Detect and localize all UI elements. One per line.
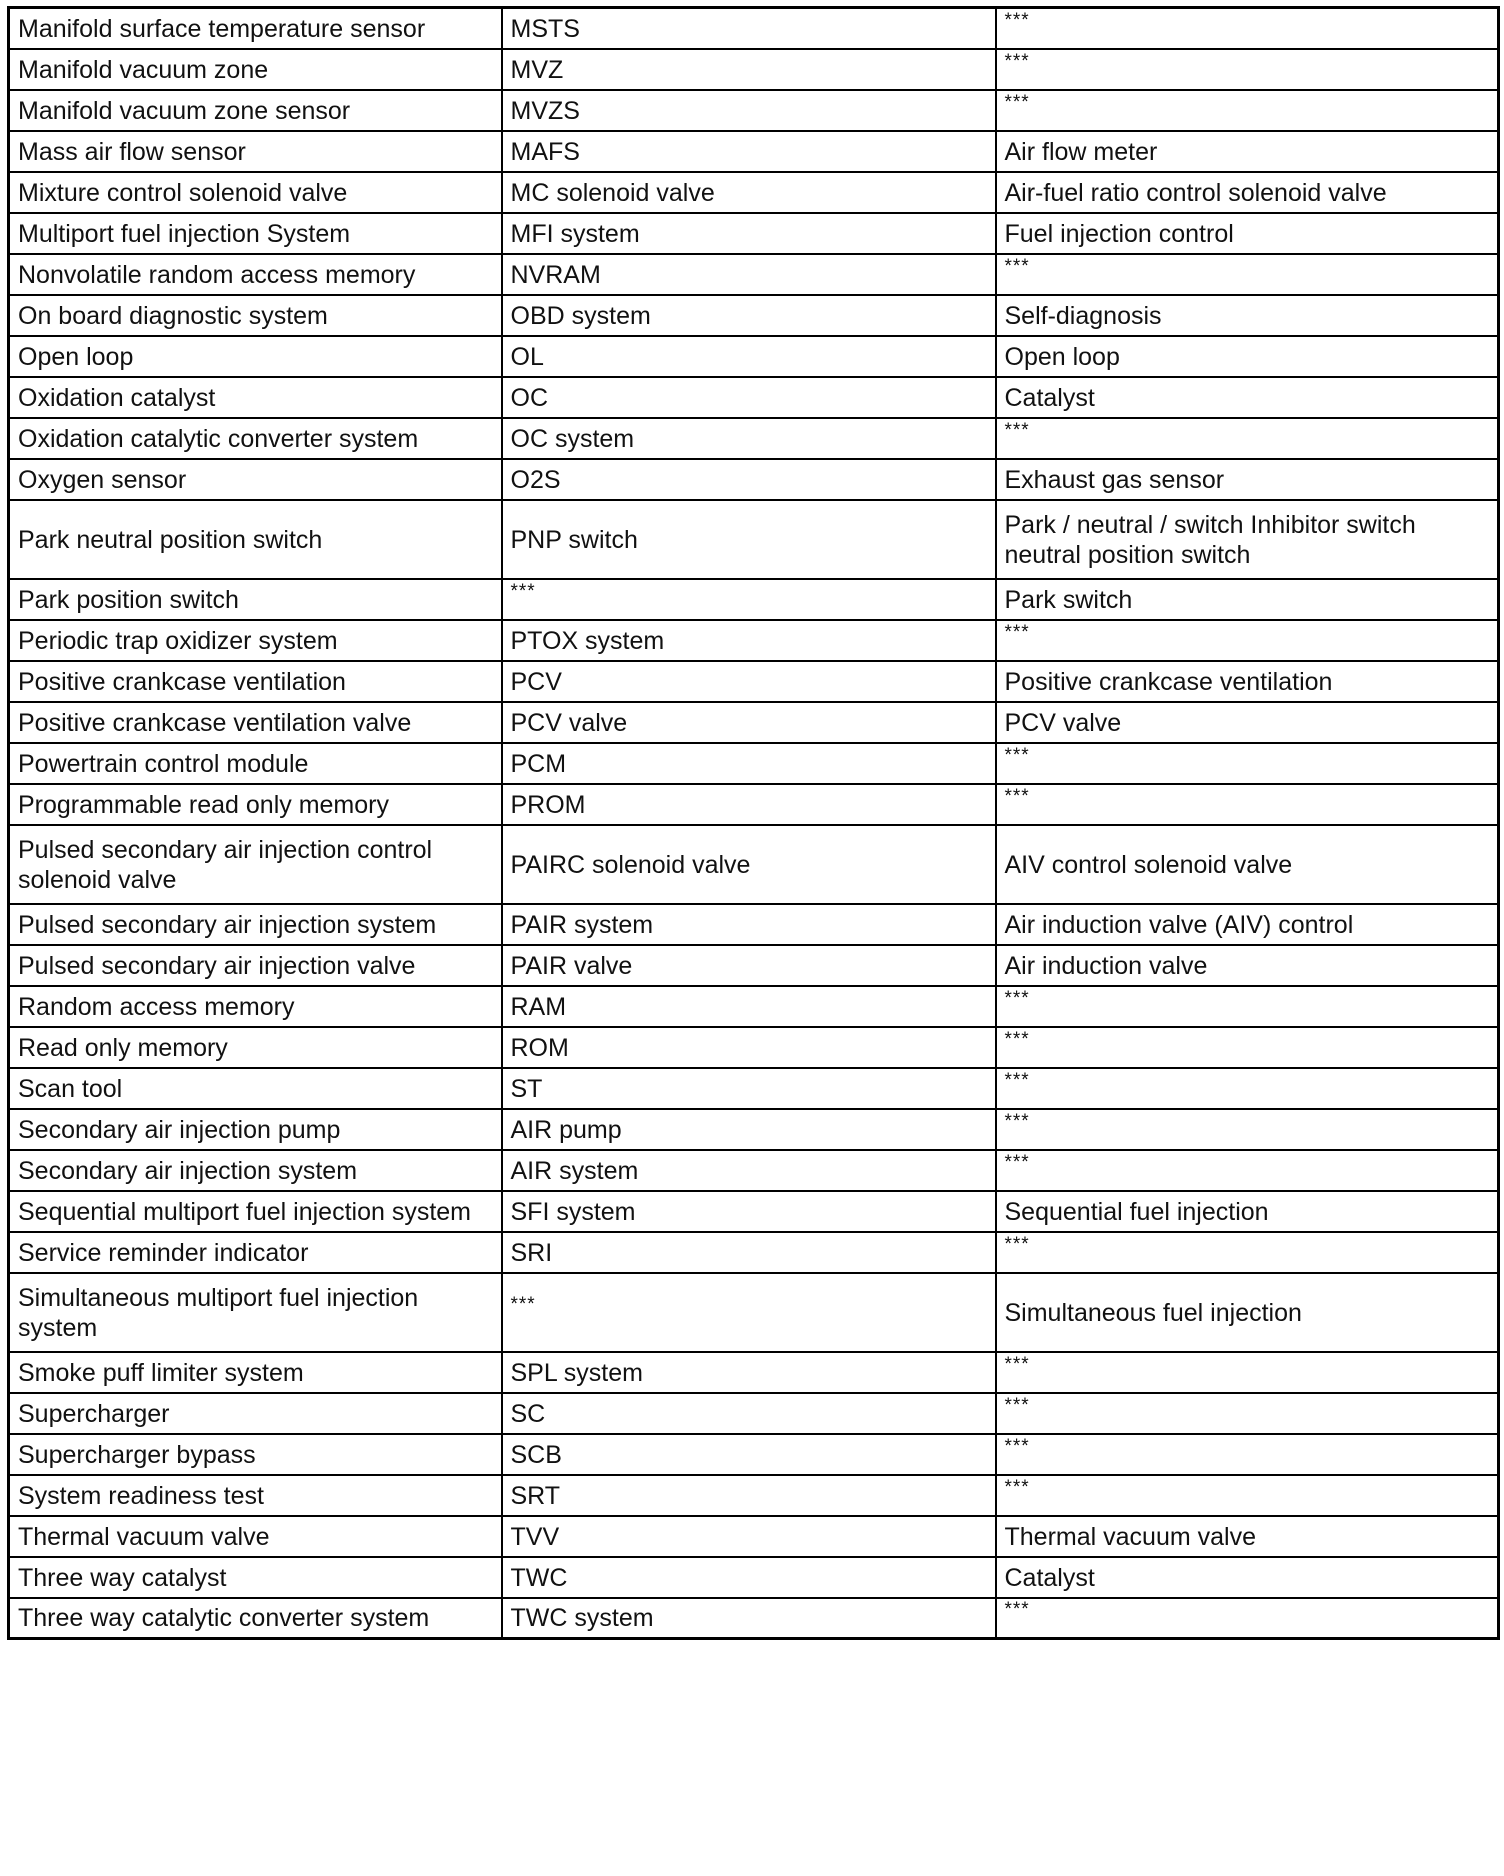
term-cell xyxy=(9,661,502,702)
table-row xyxy=(9,1232,1499,1273)
alternate-term-cell-text: *** xyxy=(1004,1028,1030,1050)
abbreviation-cell xyxy=(502,336,996,377)
term-cell xyxy=(9,620,502,661)
term-cell-text: Programmable read only memory xyxy=(18,790,389,819)
abbreviation-cell xyxy=(502,295,996,336)
alternate-term-cell xyxy=(996,1598,1499,1639)
abbreviation-cell-text: PCM xyxy=(510,749,567,778)
alternate-term-cell xyxy=(996,743,1499,784)
table-row xyxy=(9,1150,1499,1191)
table-row xyxy=(9,418,1499,459)
term-cell-text: Nonvolatile random access memory xyxy=(18,260,416,289)
terminology-table-container xyxy=(7,6,1497,1640)
table-row xyxy=(9,825,1499,904)
alternate-term-cell-text: *** xyxy=(1004,1151,1030,1173)
alternate-term-cell-text: *** xyxy=(1004,785,1030,807)
term-cell-text: Scan tool xyxy=(18,1074,123,1103)
term-cell-text: On board diagnostic system xyxy=(18,301,328,330)
abbreviation-cell xyxy=(502,1475,996,1516)
alternate-term-cell-text: *** xyxy=(1004,1110,1030,1132)
alternate-term-cell-text: *** xyxy=(1004,9,1030,31)
alternate-term-cell-text: PCV valve xyxy=(1004,708,1122,737)
term-cell-text: Sequential multiport fuel injection system xyxy=(18,1197,472,1226)
alternate-term-cell xyxy=(996,1273,1499,1352)
abbreviation-cell xyxy=(502,1557,996,1598)
abbreviation-cell-text: PAIRC solenoid valve xyxy=(510,850,751,879)
term-cell-text: Smoke puff limiter system xyxy=(18,1358,304,1387)
term-cell xyxy=(9,213,502,254)
table-row xyxy=(9,702,1499,743)
table-row xyxy=(9,459,1499,500)
term-cell-text: Pulsed secondary air injection control solenoid valve xyxy=(18,835,433,894)
abbreviation-cell-text: PAIR system xyxy=(510,910,654,939)
abbreviation-cell-text: OBD system xyxy=(510,301,651,330)
abbreviation-cell-text: OL xyxy=(510,342,544,371)
abbreviation-cell xyxy=(502,620,996,661)
abbreviation-cell xyxy=(502,904,996,945)
alternate-term-cell xyxy=(996,1068,1499,1109)
alternate-term-cell xyxy=(996,825,1499,904)
term-cell xyxy=(9,49,502,90)
alternate-term-cell-text: *** xyxy=(1004,1353,1030,1375)
abbreviation-cell xyxy=(502,500,996,579)
abbreviation-cell xyxy=(502,1027,996,1068)
alternate-term-cell-text: *** xyxy=(1004,744,1030,766)
term-cell xyxy=(9,295,502,336)
table-row xyxy=(9,1109,1499,1150)
table-row xyxy=(9,1191,1499,1232)
term-cell xyxy=(9,1273,502,1352)
alternate-term-cell xyxy=(996,1434,1499,1475)
term-cell-text: Periodic trap oxidizer system xyxy=(18,626,338,655)
alternate-term-cell xyxy=(996,1027,1499,1068)
alternate-term-cell-text: Fuel injection control xyxy=(1004,219,1234,248)
table-row xyxy=(9,784,1499,825)
alternate-term-cell xyxy=(996,661,1499,702)
term-cell xyxy=(9,1557,502,1598)
abbreviation-cell xyxy=(502,172,996,213)
table-row xyxy=(9,945,1499,986)
term-cell xyxy=(9,1150,502,1191)
term-cell-text: Positive crankcase ventilation valve xyxy=(18,708,412,737)
term-cell xyxy=(9,172,502,213)
abbreviation-cell-text: MFI system xyxy=(510,219,640,248)
table-row xyxy=(9,1393,1499,1434)
term-cell-text: Three way catalytic converter system xyxy=(18,1604,430,1633)
table-row xyxy=(9,254,1499,295)
term-cell xyxy=(9,1191,502,1232)
abbreviation-cell xyxy=(502,1516,996,1557)
alternate-term-cell xyxy=(996,1109,1499,1150)
alternate-term-cell-text: *** xyxy=(1004,1435,1030,1457)
alternate-term-cell-text: *** xyxy=(1004,50,1030,72)
abbreviation-cell xyxy=(502,1434,996,1475)
table-row xyxy=(9,1516,1499,1557)
alternate-term-cell-text: *** xyxy=(1004,1476,1030,1498)
table-row xyxy=(9,620,1499,661)
alternate-term-cell-text: *** xyxy=(1004,255,1030,277)
abbreviation-cell-text: MAFS xyxy=(510,137,580,166)
alternate-term-cell-text: Positive crankcase ventilation xyxy=(1004,667,1333,696)
alternate-term-cell xyxy=(996,500,1499,579)
abbreviation-cell xyxy=(502,131,996,172)
table-row xyxy=(9,90,1499,131)
term-cell xyxy=(9,986,502,1027)
abbreviation-cell-text: *** xyxy=(510,580,536,602)
abbreviation-cell xyxy=(502,1352,996,1393)
abbreviation-cell xyxy=(502,1598,996,1639)
table-row xyxy=(9,295,1499,336)
table-row xyxy=(9,172,1499,213)
table-row xyxy=(9,8,1499,49)
abbreviation-cell-text: PROM xyxy=(510,790,586,819)
abbreviation-cell-text: SRI xyxy=(510,1238,553,1267)
term-cell xyxy=(9,131,502,172)
table-row xyxy=(9,131,1499,172)
table-row xyxy=(9,1475,1499,1516)
alternate-term-cell xyxy=(996,459,1499,500)
alternate-term-cell xyxy=(996,213,1499,254)
abbreviation-cell-text: MVZ xyxy=(510,55,564,84)
abbreviation-cell xyxy=(502,743,996,784)
alternate-term-cell xyxy=(996,1352,1499,1393)
abbreviation-cell xyxy=(502,8,996,49)
table-row xyxy=(9,986,1499,1027)
terminology-table-body xyxy=(9,8,1499,1639)
term-cell-text: Simultaneous multiport fuel injection system xyxy=(18,1283,419,1342)
table-row xyxy=(9,213,1499,254)
abbreviation-cell xyxy=(502,1393,996,1434)
alternate-term-cell-text: *** xyxy=(1004,621,1030,643)
alternate-term-cell xyxy=(996,986,1499,1027)
terminology-table xyxy=(7,6,1500,1640)
alternate-term-cell-text: Air induction valve xyxy=(1004,951,1208,980)
abbreviation-cell xyxy=(502,702,996,743)
alternate-term-cell xyxy=(996,172,1499,213)
term-cell-text: Secondary air injection pump xyxy=(18,1115,341,1144)
alternate-term-cell xyxy=(996,1393,1499,1434)
term-cell-text: Manifold surface temperature sensor xyxy=(18,14,426,43)
abbreviation-cell-text: PNP switch xyxy=(510,525,638,554)
abbreviation-cell-text: MSTS xyxy=(510,14,580,43)
table-row xyxy=(9,336,1499,377)
alternate-term-cell-text: *** xyxy=(1004,1069,1030,1091)
alternate-term-cell xyxy=(996,904,1499,945)
table-row xyxy=(9,1352,1499,1393)
alternate-term-cell-text: Catalyst xyxy=(1004,383,1095,412)
term-cell-text: Secondary air injection system xyxy=(18,1156,358,1185)
abbreviation-cell-text: AIR system xyxy=(510,1156,639,1185)
alternate-term-cell-text: Open loop xyxy=(1004,342,1120,371)
abbreviation-cell-text: SFI system xyxy=(510,1197,636,1226)
alternate-term-cell xyxy=(996,1516,1499,1557)
term-cell-text: Manifold vacuum zone sensor xyxy=(18,96,351,125)
term-cell xyxy=(9,90,502,131)
term-cell-text: Park neutral position switch xyxy=(18,525,323,554)
abbreviation-cell xyxy=(502,579,996,620)
abbreviation-cell xyxy=(502,945,996,986)
alternate-term-cell xyxy=(996,377,1499,418)
term-cell-text: Oxidation catalyst xyxy=(18,383,216,412)
abbreviation-cell xyxy=(502,49,996,90)
alternate-term-cell xyxy=(996,49,1499,90)
alternate-term-cell-text: Thermal vacuum valve xyxy=(1004,1522,1256,1551)
term-cell-text: Pulsed secondary air injection valve xyxy=(18,951,416,980)
alternate-term-cell xyxy=(996,1475,1499,1516)
alternate-term-cell-text: Air flow meter xyxy=(1004,137,1158,166)
alternate-term-cell xyxy=(996,1150,1499,1191)
term-cell xyxy=(9,1598,502,1639)
alternate-term-cell xyxy=(996,90,1499,131)
term-cell xyxy=(9,825,502,904)
abbreviation-cell-text: O2S xyxy=(510,465,561,494)
term-cell-text: Open loop xyxy=(18,342,134,371)
table-row xyxy=(9,579,1499,620)
abbreviation-cell xyxy=(502,90,996,131)
abbreviation-cell xyxy=(502,986,996,1027)
abbreviation-cell-text: RAM xyxy=(510,992,567,1021)
alternate-term-cell-text: Simultaneous fuel injection xyxy=(1004,1298,1302,1327)
alternate-term-cell-text: *** xyxy=(1004,91,1030,113)
term-cell xyxy=(9,784,502,825)
abbreviation-cell-text: AIR pump xyxy=(510,1115,622,1144)
abbreviation-cell xyxy=(502,661,996,702)
table-row xyxy=(9,1027,1499,1068)
term-cell-text: Thermal vacuum valve xyxy=(18,1522,270,1551)
abbreviation-cell-text: SC xyxy=(510,1399,546,1428)
alternate-term-cell-text: Sequential fuel injection xyxy=(1004,1197,1269,1226)
abbreviation-cell-text: MVZS xyxy=(510,96,580,125)
term-cell xyxy=(9,1068,502,1109)
term-cell xyxy=(9,1475,502,1516)
alternate-term-cell xyxy=(996,8,1499,49)
term-cell xyxy=(9,702,502,743)
table-row xyxy=(9,500,1499,579)
term-cell xyxy=(9,1027,502,1068)
table-row xyxy=(9,377,1499,418)
term-cell-text: Powertrain control module xyxy=(18,749,309,778)
abbreviation-cell xyxy=(502,1273,996,1352)
term-cell-text: Read only memory xyxy=(18,1033,228,1062)
abbreviation-cell xyxy=(502,1191,996,1232)
alternate-term-cell xyxy=(996,131,1499,172)
term-cell-text: Multiport fuel injection System xyxy=(18,219,351,248)
abbreviation-cell-text: SCB xyxy=(510,1440,562,1469)
alternate-term-cell-text: *** xyxy=(1004,419,1030,441)
term-cell xyxy=(9,904,502,945)
alternate-term-cell-text: Catalyst xyxy=(1004,1563,1095,1592)
table-row xyxy=(9,904,1499,945)
alternate-term-cell xyxy=(996,579,1499,620)
alternate-term-cell-text: *** xyxy=(1004,987,1030,1009)
term-cell-text: System readiness test xyxy=(18,1481,264,1510)
abbreviation-cell-text: TWC xyxy=(510,1563,568,1592)
abbreviation-cell xyxy=(502,377,996,418)
term-cell xyxy=(9,1393,502,1434)
alternate-term-cell-text: *** xyxy=(1004,1233,1030,1255)
alternate-term-cell xyxy=(996,1232,1499,1273)
alternate-term-cell xyxy=(996,418,1499,459)
term-cell-text: Manifold vacuum zone xyxy=(18,55,269,84)
abbreviation-cell-text: TWC system xyxy=(510,1604,654,1633)
alternate-term-cell-text: Air induction valve (AIV) control xyxy=(1004,910,1354,939)
term-cell-text: Supercharger xyxy=(18,1399,170,1428)
alternate-term-cell xyxy=(996,702,1499,743)
abbreviation-cell-text: SRT xyxy=(510,1481,561,1510)
table-row xyxy=(9,49,1499,90)
abbreviation-cell-text: MC solenoid valve xyxy=(510,178,715,207)
term-cell-text: Park position switch xyxy=(18,585,239,614)
table-row xyxy=(9,1273,1499,1352)
abbreviation-cell xyxy=(502,418,996,459)
term-cell xyxy=(9,8,502,49)
alternate-term-cell xyxy=(996,295,1499,336)
term-cell xyxy=(9,500,502,579)
alternate-term-cell xyxy=(996,1557,1499,1598)
alternate-term-cell-text: Exhaust gas sensor xyxy=(1004,465,1225,494)
abbreviation-cell-text: OC xyxy=(510,383,548,412)
abbreviation-cell-text: NVRAM xyxy=(510,260,601,289)
abbreviation-cell xyxy=(502,1109,996,1150)
alternate-term-cell-text: AIV control solenoid valve xyxy=(1004,850,1293,879)
term-cell xyxy=(9,579,502,620)
abbreviation-cell-text: ROM xyxy=(510,1033,569,1062)
term-cell-text: Positive crankcase ventilation xyxy=(18,667,346,696)
abbreviation-cell-text: OC system xyxy=(510,424,635,453)
alternate-term-cell-text: Park / neutral / switch Inhibitor switch neutral position switch xyxy=(1004,510,1416,569)
term-cell-text: Pulsed secondary air injection system xyxy=(18,910,437,939)
abbreviation-cell xyxy=(502,784,996,825)
table-row xyxy=(9,1068,1499,1109)
alternate-term-cell xyxy=(996,1191,1499,1232)
alternate-term-cell-text: Air-fuel ratio control solenoid valve xyxy=(1004,178,1387,207)
abbreviation-cell-text: PCV xyxy=(510,667,562,696)
alternate-term-cell-text: *** xyxy=(1004,1599,1030,1621)
abbreviation-cell-text: PTOX system xyxy=(510,626,665,655)
table-row xyxy=(9,743,1499,784)
abbreviation-cell xyxy=(502,1068,996,1109)
abbreviation-cell-text: PAIR valve xyxy=(510,951,633,980)
table-row xyxy=(9,661,1499,702)
term-cell xyxy=(9,459,502,500)
term-cell-text: Oxygen sensor xyxy=(18,465,187,494)
alternate-term-cell xyxy=(996,254,1499,295)
term-cell xyxy=(9,377,502,418)
term-cell xyxy=(9,254,502,295)
abbreviation-cell xyxy=(502,1232,996,1273)
alternate-term-cell xyxy=(996,336,1499,377)
term-cell xyxy=(9,1232,502,1273)
term-cell-text: Random access memory xyxy=(18,992,295,1021)
term-cell-text: Oxidation catalytic converter system xyxy=(18,424,419,453)
table-row xyxy=(9,1598,1499,1639)
alternate-term-cell xyxy=(996,620,1499,661)
alternate-term-cell-text: Park switch xyxy=(1004,585,1133,614)
alternate-term-cell-text: *** xyxy=(1004,1394,1030,1416)
abbreviation-cell-text: TVV xyxy=(510,1522,560,1551)
term-cell xyxy=(9,1352,502,1393)
abbreviation-cell xyxy=(502,254,996,295)
abbreviation-cell-text: ST xyxy=(510,1074,543,1103)
abbreviation-cell xyxy=(502,459,996,500)
table-row xyxy=(9,1434,1499,1475)
term-cell-text: Supercharger bypass xyxy=(18,1440,256,1469)
term-cell-text: Three way catalyst xyxy=(18,1563,227,1592)
alternate-term-cell xyxy=(996,784,1499,825)
abbreviation-cell-text: PCV valve xyxy=(510,708,628,737)
term-cell-text: Service reminder indicator xyxy=(18,1238,309,1267)
abbreviation-cell xyxy=(502,1150,996,1191)
abbreviation-cell-text: SPL system xyxy=(510,1358,643,1387)
term-cell-text: Mixture control solenoid valve xyxy=(18,178,348,207)
term-cell xyxy=(9,1109,502,1150)
abbreviation-cell xyxy=(502,213,996,254)
abbreviation-cell-text: *** xyxy=(510,1293,536,1315)
term-cell xyxy=(9,945,502,986)
term-cell xyxy=(9,418,502,459)
abbreviation-cell xyxy=(502,825,996,904)
term-cell xyxy=(9,1434,502,1475)
term-cell xyxy=(9,743,502,784)
alternate-term-cell xyxy=(996,945,1499,986)
term-cell-text: Mass air flow sensor xyxy=(18,137,246,166)
term-cell xyxy=(9,1516,502,1557)
alternate-term-cell-text: Self-diagnosis xyxy=(1004,301,1162,330)
term-cell xyxy=(9,336,502,377)
table-row xyxy=(9,1557,1499,1598)
